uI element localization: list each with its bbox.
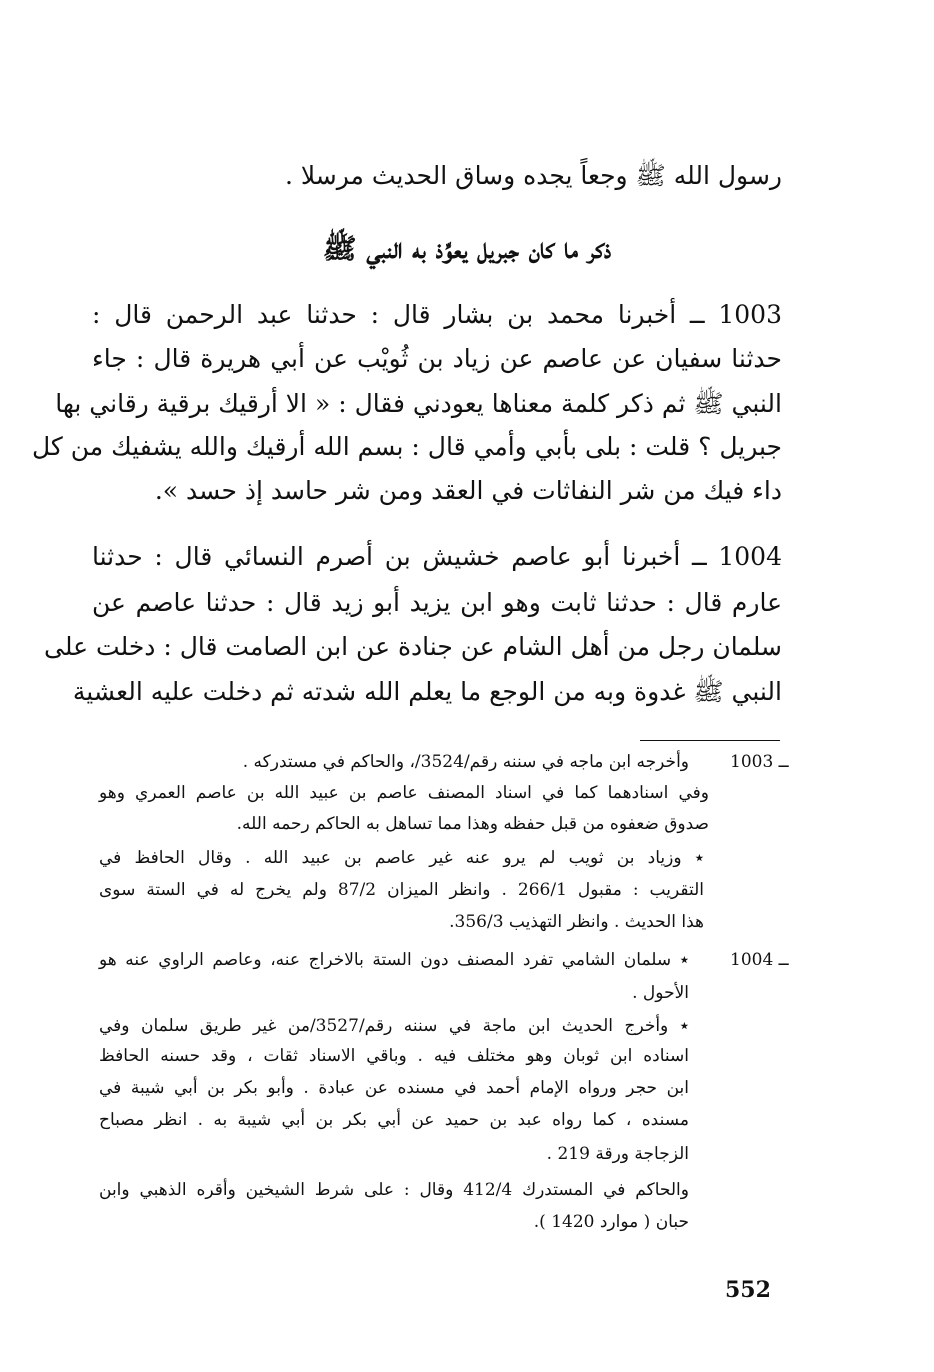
section-heading: ذكر ما كان جبريل يعوِّذ به النبي ﷺ	[322, 232, 612, 265]
hadith-1003-line-1: 1003 ــ أخبرنا محمد بن بشار قال : حدثنا عبد الرحمن قال :	[92, 300, 782, 329]
footnote-1003-line-5: التقريب : مقبول 266/1 . وانظر الميزان 87/2 ولم يخرج له في الستة سوى	[99, 880, 704, 900]
footnote-1004-line-2: الأحول .	[632, 983, 689, 1003]
footnote-1004-line-3: ٭ وأخرج الحديث ابن ماجة في سننه رقم/3527/من غير طريق سلمان وفي	[99, 1016, 689, 1036]
footnote-divider	[640, 740, 780, 741]
footnote-1003-number: 1003 ــ	[730, 752, 789, 772]
page-number: 552	[725, 1277, 771, 1303]
hadith-1003-line-2: حدثنا سفيان عن عاصم عن زياد بن ثُويْب عن أبي هريرة قال : جاء	[92, 344, 782, 373]
footnote-1004-line-9: حبان ( موارد 1420 ).	[533, 1212, 689, 1232]
footnote-1004-line-4: اسناده ابن ثوبان وهو مختلف فيه . وباقي الاسناد ثقات ، وقد حسنه الحافظ	[99, 1046, 689, 1066]
hadith-1004-line-3: سلمان رجل من أهل الشام عن جنادة عن ابن الصامت قال : دخلت على	[44, 632, 782, 661]
hadith-1003-line-3: النبي ﷺ ثم ذكر كلمة معناها يعودني فقال : « الا أرقيك برقية رقاني بها	[55, 389, 782, 418]
footnote-1003-line-6: هذا الحديث . وانظر التهذيب 356/3.	[449, 912, 704, 932]
footnote-1004-number: 1004 ــ	[730, 950, 789, 970]
footnote-1004-line-6: مسنده ، كما رواه عبد بن حميد عن أبي بكر بن أبي شيبة به . انظر مصباح	[99, 1110, 689, 1130]
footnote-1004-line-7: الزجاجة ورقة 219 .	[546, 1144, 689, 1164]
footnote-1004-line-5: ابن حجر ورواه الإمام أحمد في مسنده عن عبادة . وأبو بكر بن أبي شيبة في	[99, 1078, 689, 1098]
footnote-1003-line-1: وأخرجه ابن ماجه في سننه رقم/3524/، والحاكم في مستدركه .	[242, 752, 689, 772]
hadith-1003-line-5: داء فيك من شر النفاثات في العقد ومن شر حاسد إذ حسد ».	[154, 476, 782, 505]
hadith-1004-line-4: النبي ﷺ غدوة وبه من الوجع ما يعلم الله شدته ثم دخلت عليه العشية	[72, 677, 782, 706]
footnote-1003-line-4: ٭ وزياد بن ثويب لم يرو عنه غير عاصم بن عبيد الله . وقال الحافظ في	[99, 848, 704, 868]
footnote-1004-line-8: والحاكم في المستدرك 412/4 وقال : على شرط الشيخين وأقره الذهبي وابن	[99, 1180, 689, 1200]
top-line: رسول الله ﷺ وجعاً يجده وساق الحديث مرسلا .	[285, 161, 782, 190]
hadith-1004-line-2: عارم قال : حدثنا ثابت وهو ابن يزيد أبو زيد قال : حدثنا عاصم عن	[92, 588, 782, 617]
footnote-1004-line-1: ٭ سلمان الشامي تفرد المصنف دون الستة بالاخراج عنه، وعاصم الراوي عنه هو	[99, 950, 689, 970]
hadith-1004-line-1: 1004 ــ أخبرنا أبو عاصم خشيش بن أصرم النسائي قال : حدثنا	[92, 542, 782, 571]
footnote-1003-line-2: وفي اسنادهما كما في اسناد المصنف عاصم بن عبيد الله بن عاصم العمري وهو	[99, 783, 709, 803]
hadith-1003-line-4: جبريل ؟ قلت : بلى بأبي وأمي قال : بسم الله أرقيك والله يشفيك من كل	[31, 432, 782, 461]
footnote-1003-line-3: صدوق ضعفوه من قبل حفظه وهذا مما تساهل به الحاكم رحمه الله.	[236, 814, 709, 834]
